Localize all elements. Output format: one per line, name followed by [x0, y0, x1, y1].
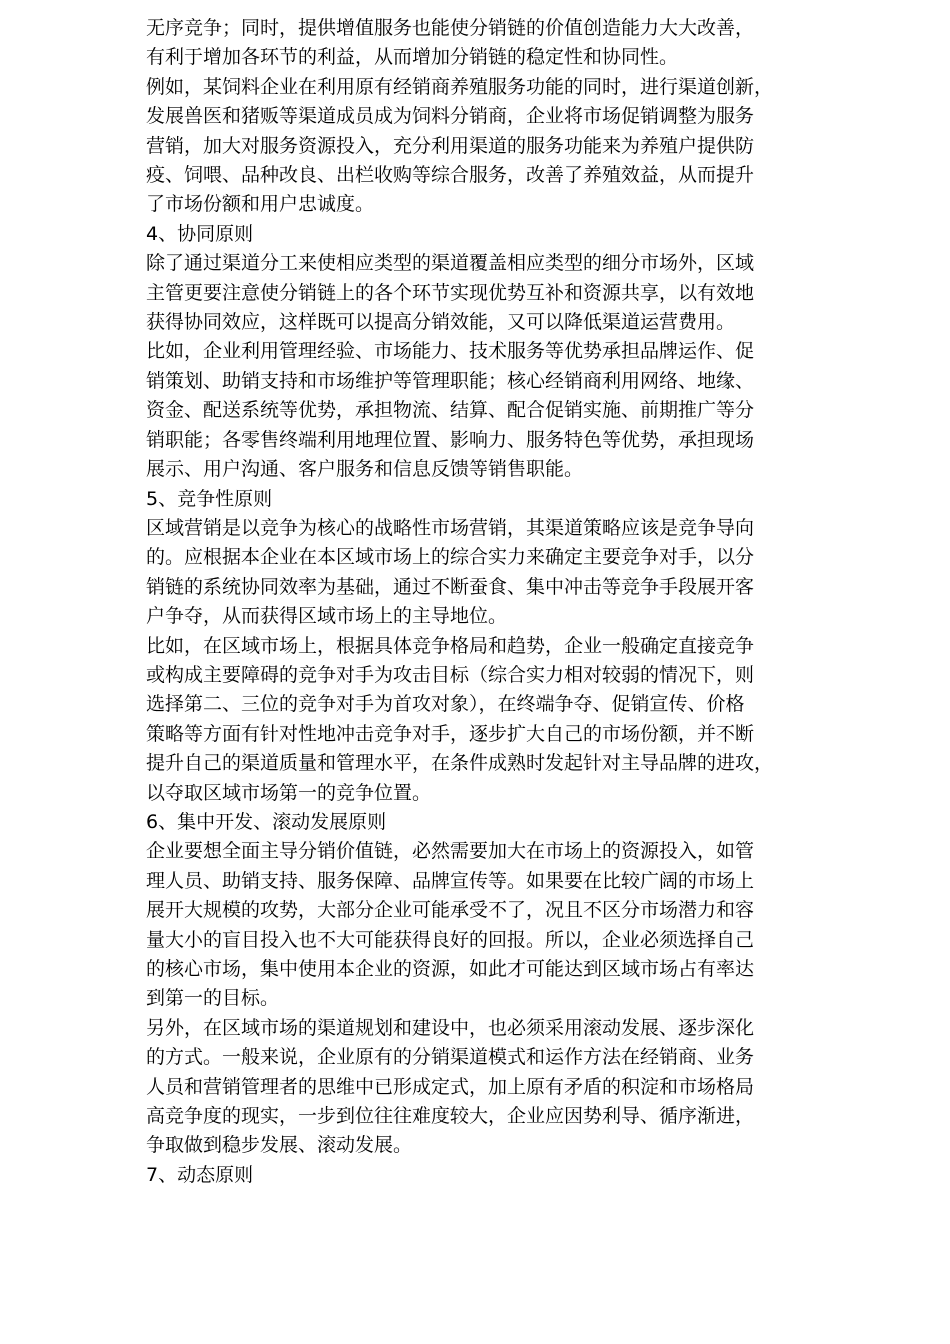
paragraph-feed-company-example: 例如，某饲料企业在利用原有经销商养殖服务功能的同时，进行渠道创新， 发展兽医和猪贩等渠道成员成为饲料分销商，企业将市场促销调整为服务 营销，加大对服务资源投入，充分利用渠道的服务功能来为养殖户提供防 疫、饲喂、品种改良、出栏收购等综合服务，改善了养殖效益，从而提升 了市场份额和用户忠诚度。 [146, 75, 774, 216]
section-heading-dynamic: 7、动态原则 [146, 1163, 254, 1186]
paragraph-intro-continued: 无序竞争；同时，提供增值服务也能使分销链的价值创造能力大大改善， 有利于增加各环节的利益，从而增加分销链的稳定性和协同性。 [146, 17, 755, 69]
section-heading-competition: 5、竞争性原则 [146, 487, 273, 510]
paragraph-synergy-example: 比如，企业利用管理经验、市场能力、技术服务等优势承担品牌运作、促 销策划、助销支持和市场维护等管理职能；核心经销商利用网络、地缘、 资金、配送系统等优势，承担物流、结算、配合促销实施、前期推广等分 销职能；各零售终端利用地理位置、影响力、服务特色等优势，承担现场 展示、用户沟通、客户服务和信息反馈等销售职能。 [146, 340, 755, 481]
document-body [146, 14, 874, 1190]
paragraph-synergy-description: 除了通过渠道分工来使相应类型的渠道覆盖相应类型的细分市场外，区域 主管更要注意使分销链上的各个环节实现优势互补和资源共享，以有效地 获得协同效应，这样既可以提高分销效能，又可以降低渠道运营费用。 [146, 252, 755, 334]
section-heading-synergy: 4、协同原则 [146, 222, 254, 245]
paragraph-rolling-development: 另外，在区域市场的渠道规划和建设中，也必须采用滚动发展、逐步深化 的方式。一般来说，企业原有的分销渠道模式和运作方法在经销商、业务 人员和营销管理者的思维中已形成定式，加上原有矛盾的积淀和市场格局 高竞争度的现实，一步到位往往难度较大，企业应因势利导、循序渐进， 争取做到稳步发展、滚动发展。 [146, 1016, 755, 1157]
paragraph-competition-description: 区域营销是以竞争为核心的战略性市场营销，其渠道策略应该是竞争导向 的。应根据本企业在本区域市场上的综合实力来确定主要竞争对手，以分 销链的系统协同效率为基础，通过不断蚕食、集中冲击等竞争手段展开客 户争夺，从而获得区域市场上的主导地位。 [146, 516, 755, 628]
paragraph-competition-example: 比如，在区域市场上，根据具体竞争格局和趋势，企业一般确定直接竞争 或构成主要障碍的竞争对手为攻击目标（综合实力相对较弱的情况下，则 选择第二、三位的竞争对手为首攻对象），在终端争夺、促销宣传、价格 策略等方面有针对性地冲击竞争对手，逐步扩大自己的市场份额，并不断 提升自己的渠道质量和管理水平，在条件成熟时发起针对主导品牌的进攻， 以夺取区域市场第一的竞争位置。 [146, 634, 774, 804]
paragraph-focused-development: 企业要想全面主导分销价值链，必然需要加大在市场上的资源投入，如管 理人员、助销支持、服务保障、品牌宣传等。如果要在比较广阔的市场上 展开大规模的攻势，大部分企业可能承受不了，况且不区分市场潜力和容 量大小的盲目投入也不大可能获得良好的回报。所以，企业必须选择自己 的核心市场，集中使用本企业的资源，如此才可能达到区域市场占有率达 到第一的目标。 [146, 840, 755, 1010]
section-heading-focused-development: 6、集中开发、滚动发展原则 [146, 810, 387, 833]
